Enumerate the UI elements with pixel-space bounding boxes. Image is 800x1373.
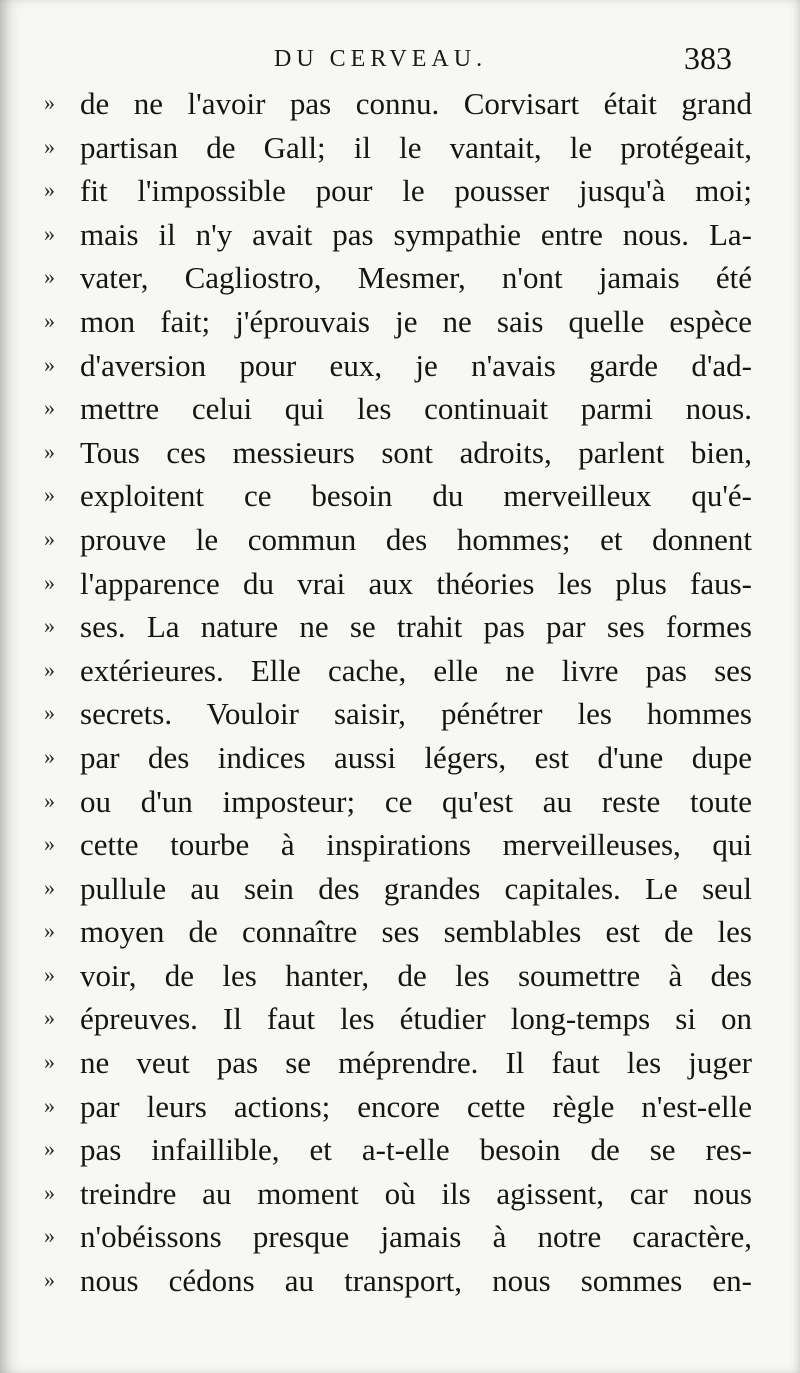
text-line [0,954,800,998]
text-line [0,344,800,388]
quote-mark: » [44,1136,55,1162]
text-line [0,1128,800,1172]
quote-mark: » [44,395,55,421]
quote-mark: » [44,961,55,987]
line-text: mon fait; j'éprouvais je ne sais quelle espèce [80,303,752,339]
line-text: mais il n'y avait pas sympathie entre nous. La- [80,216,752,252]
text-line [0,1172,800,1216]
quote-mark: » [44,438,55,464]
quote-mark: » [44,1049,55,1075]
line-text: nous cédons au transport, nous sommes en- [80,1263,752,1299]
text-line [0,997,800,1041]
quote-mark: » [44,220,55,246]
line-text: extérieures. Elle cache, elle ne livre pas ses [80,652,752,688]
line-text: n'obéissons presque jamais à notre caractère, [80,1219,752,1255]
quote-mark: » [44,787,55,813]
quote-mark: » [44,1092,55,1118]
quote-mark: » [44,700,55,726]
text-line [0,1041,800,1085]
text-line [0,562,800,606]
text-line [0,82,800,126]
line-text: exploitent ce besoin du merveilleux qu'é- [80,478,752,514]
text-line [0,387,800,431]
quote-mark: » [44,569,55,595]
running-head [0,40,800,84]
text-line [0,474,800,518]
line-text: moyen de connaître ses semblables est de les [80,914,752,950]
text-line [0,518,800,562]
quote-mark: » [44,831,55,857]
text-line [0,692,800,736]
text-line [0,256,800,300]
quote-mark: » [44,613,55,639]
line-text: partisan de Gall; il le vantait, le protégeait, [80,129,752,165]
line-text: prouve le commun des hommes; et donnent [80,521,752,557]
line-text: voir, de les hanter, de les soumettre à des [80,957,752,993]
text-line [0,605,800,649]
line-text: l'apparence du vrai aux théories les plus faus- [80,565,752,601]
body-text [0,82,800,1303]
quote-mark: » [44,482,55,508]
line-text: secrets. Vouloir saisir, pénétrer les hommes [80,696,752,732]
line-text: d'aversion pour eux, je n'avais garde d'ad- [80,347,752,383]
page-number: 383 [684,40,732,76]
text-line [0,736,800,780]
text-line [0,126,800,170]
line-text: par des indices aussi légers, est d'une dupe [80,739,752,775]
line-text: pullule au sein des grandes capitales. Le seul [80,870,752,906]
line-text: ou d'un imposteur; ce qu'est au reste toute [80,783,752,819]
text-line [0,1259,800,1303]
quote-mark: » [44,351,55,377]
text-line [0,169,800,213]
line-text: par leurs actions; encore cette règle n'est-elle [80,1088,752,1124]
line-text: treindre au moment où ils agissent, car nous [80,1175,752,1211]
running-title: DU CERVEAU. [274,46,488,72]
line-text: ne veut pas se méprendre. Il faut les juger [80,1045,752,1081]
quote-mark: » [44,743,55,769]
line-text: cette tourbe à inspirations merveilleuses, qui [80,827,752,863]
text-line [0,1215,800,1259]
quote-mark: » [44,918,55,944]
quote-mark: » [44,90,55,115]
quote-mark: » [44,264,55,290]
quote-mark: » [44,525,55,551]
quote-mark: » [44,874,55,900]
quote-mark: » [44,177,55,203]
text-line [0,780,800,824]
text-line [0,867,800,911]
line-text: Tous ces messieurs sont adroits, parlent bien, [80,434,752,470]
line-text: mettre celui qui les continuait parmi nous. [80,391,752,427]
line-text: de ne l'avoir pas connu. Corvisart était grand [80,86,752,121]
text-line [0,300,800,344]
quote-mark: » [44,133,55,159]
line-text: fit l'impossible pour le pousser jusqu'à moi; [80,173,752,209]
text-line [0,1085,800,1129]
text-line [0,910,800,954]
text-line [0,213,800,257]
quote-mark: » [44,1179,55,1205]
line-text: vater, Cagliostro, Mesmer, n'ont jamais été [80,260,752,296]
text-line [0,431,800,475]
line-text: ses. La nature ne se trahit pas par ses formes [80,609,752,645]
line-text: épreuves. Il faut les étudier long-temps si on [80,1001,752,1037]
quote-mark: » [44,1223,55,1249]
text-line [0,649,800,693]
quote-mark: » [44,656,55,682]
quote-mark: » [44,307,55,333]
line-text: pas infaillible, et a-t-elle besoin de se res- [80,1132,752,1168]
quote-mark: » [44,1267,55,1293]
quote-mark: » [44,1005,55,1031]
text-line [0,823,800,867]
